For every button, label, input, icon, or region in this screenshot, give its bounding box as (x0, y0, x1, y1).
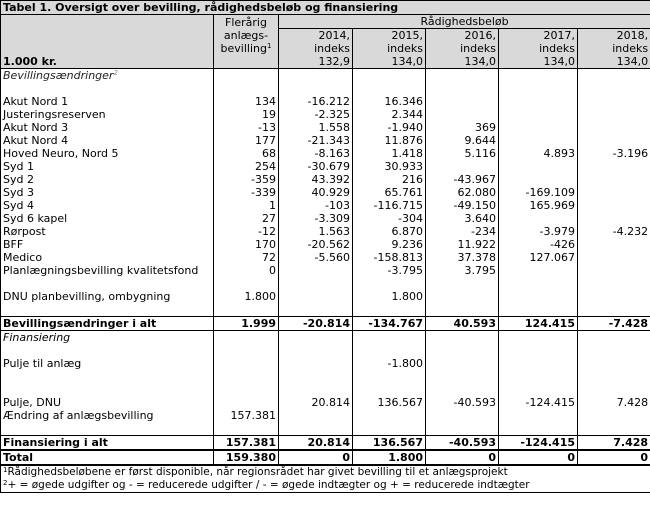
row-value: -40.593 (426, 436, 499, 451)
row-value (578, 344, 650, 357)
row-value: -1.940 (353, 121, 426, 134)
row-value (426, 277, 499, 290)
row-label: Syd 1 (3, 160, 34, 173)
row-value: 0 (279, 450, 353, 465)
row-value: -49.150 (426, 199, 499, 212)
row-value (578, 422, 650, 436)
row-value: -169.109 (499, 186, 578, 199)
table-row (1, 173, 650, 186)
row-label (1, 277, 214, 290)
year-2016-line-2: indeks (426, 42, 499, 55)
row-value: 0 (499, 450, 578, 465)
row-value: 157.381 (214, 436, 279, 451)
row-value: 20.814 (279, 396, 353, 409)
row-value (426, 422, 499, 436)
row-label: BFF (3, 238, 24, 251)
table-row (1, 383, 650, 396)
year-2018-line-1: 2018, (578, 29, 650, 43)
row-value (578, 409, 650, 422)
row-value (353, 82, 426, 95)
row-value (214, 370, 279, 383)
row-value: -103 (279, 199, 353, 212)
row-value (578, 173, 650, 186)
table-row (1, 422, 650, 436)
row-value (426, 160, 499, 173)
row-value: 65.761 (353, 186, 426, 199)
cell-empty (426, 69, 499, 83)
flerarig-empty (214, 55, 279, 69)
row-value (499, 212, 578, 225)
row-value (499, 357, 578, 370)
row-value (499, 409, 578, 422)
row-value (578, 277, 650, 290)
row-label: Syd 6 kapel (3, 212, 68, 225)
row-value: 136.567 (353, 396, 426, 409)
year-2014-line-2: indeks (279, 42, 353, 55)
row-value (578, 264, 650, 277)
row-value: -339 (214, 186, 279, 199)
row-label: Syd 3 (3, 186, 34, 199)
row-value: 40.929 (279, 186, 353, 199)
row-value (214, 277, 279, 290)
footnote-row (1, 479, 650, 493)
row-value (214, 344, 279, 357)
row-label (1, 370, 214, 383)
row-value: -3.196 (578, 147, 650, 160)
row-value (499, 160, 578, 173)
row-value: -4.232 (578, 225, 650, 238)
row-value (279, 409, 353, 422)
title-row (1, 1, 650, 15)
table-row (1, 82, 650, 95)
row-value: -8.163 (279, 147, 353, 160)
row-value (214, 82, 279, 95)
row-value: 7.428 (578, 436, 650, 451)
section1-heading (1, 69, 214, 83)
row-value: 134 (214, 95, 279, 108)
row-value: 27 (214, 212, 279, 225)
row-value: -20.814 (279, 317, 353, 331)
row-value: 11.876 (353, 134, 426, 147)
row-label: DNU planbevilling, ombygning (3, 290, 171, 303)
cell-empty (353, 331, 426, 345)
raadighed-header: Rådighedsbeløb (279, 15, 650, 29)
row-value: 1.999 (214, 317, 279, 331)
cell-empty (499, 331, 578, 345)
row-value: -234 (426, 225, 499, 238)
row-value: 19 (214, 108, 279, 121)
row-value (353, 422, 426, 436)
section2-heading: Finansiering (3, 331, 71, 344)
row-label: Hoved Neuro, Nord 5 (3, 147, 119, 160)
section1-label: Bevillingsændringer (3, 69, 114, 82)
row-label: Planlægningsbevilling kvalitetsfond (3, 264, 199, 277)
row-value: 4.893 (499, 147, 578, 160)
table-row (1, 277, 650, 290)
year-2014-line-3: 132,9 (279, 55, 353, 69)
row-value (353, 344, 426, 357)
year-2017-line-3: 134,0 (499, 55, 578, 69)
row-value (578, 212, 650, 225)
row-value (279, 422, 353, 436)
row-value: 9.644 (426, 134, 499, 147)
row-value (578, 251, 650, 264)
row-value (578, 134, 650, 147)
row-value: 170 (214, 238, 279, 251)
row-value (578, 186, 650, 199)
row-value: 369 (426, 121, 499, 134)
footnote-marker: 1 (3, 466, 8, 474)
row-value (499, 422, 578, 436)
year-2017-line-2: indeks (499, 42, 578, 55)
footnote (1, 479, 650, 493)
row-value: -30.679 (279, 160, 353, 173)
row-value: 2.344 (353, 108, 426, 121)
row-value: 3.795 (426, 264, 499, 277)
year-2018-line-3: 134,0 (578, 55, 650, 69)
row-value (214, 303, 279, 317)
flerarig-sup: 1 (266, 42, 272, 50)
header-row-1 (1, 15, 650, 29)
row-value (353, 277, 426, 290)
row-value (499, 303, 578, 317)
row-value (279, 264, 353, 277)
section1-total-row (1, 317, 650, 331)
grand-total-row (1, 450, 650, 465)
row-value (578, 290, 650, 303)
cell-empty (499, 69, 578, 83)
row-value: 1.800 (214, 290, 279, 303)
row-value (578, 303, 650, 317)
row-label: Justeringsreserven (3, 108, 106, 121)
row-value: 0 (578, 450, 650, 465)
row-value: 20.814 (279, 436, 353, 451)
flerarig-line-2: anlægs- (214, 29, 279, 43)
section1-sup: 2 (113, 69, 118, 77)
row-label: Pulje, DNU (3, 396, 62, 409)
table-row (1, 303, 650, 317)
row-value: -3.979 (499, 225, 578, 238)
row-value (426, 108, 499, 121)
row-value (578, 108, 650, 121)
row-value: 1.418 (353, 147, 426, 160)
row-value (426, 95, 499, 108)
cell-empty (578, 69, 650, 83)
row-value (214, 396, 279, 409)
row-value (279, 344, 353, 357)
table-row (1, 95, 650, 108)
row-value: -124.415 (499, 396, 578, 409)
row-value (578, 199, 650, 212)
row-label (1, 82, 214, 95)
row-value: 7.428 (578, 396, 650, 409)
table-row (1, 370, 650, 383)
row-value: 1.558 (279, 121, 353, 134)
cell-empty (279, 331, 353, 345)
row-value: 1.800 (353, 290, 426, 303)
cell-empty (578, 331, 650, 345)
row-value: 40.593 (426, 317, 499, 331)
row-value (426, 303, 499, 317)
year-2015-line-3: 134,0 (353, 55, 426, 69)
row-value: -124.415 (499, 436, 578, 451)
row-value: 16.346 (353, 95, 426, 108)
row-value (499, 108, 578, 121)
row-label: Rørpost (3, 225, 46, 238)
year-2017-line-1: 2017, (499, 29, 578, 43)
row-value (578, 238, 650, 251)
row-value: 9.236 (353, 238, 426, 251)
row-value: -40.593 (426, 396, 499, 409)
section2-total-row (1, 436, 650, 451)
row-value (499, 277, 578, 290)
cell-empty (214, 69, 279, 83)
row-value (499, 173, 578, 186)
row-value (578, 121, 650, 134)
row-value (578, 370, 650, 383)
row-value (578, 160, 650, 173)
row-value: -43.967 (426, 173, 499, 186)
row-label: Total (1, 450, 214, 465)
row-label: Syd 4 (3, 199, 34, 212)
row-value: -134.767 (353, 317, 426, 331)
row-label: Pulje til anlæg (3, 357, 82, 370)
row-value: 254 (214, 160, 279, 173)
year-2016-line-3: 134,0 (426, 55, 499, 69)
section1-heading-row (1, 69, 650, 83)
table-row (1, 396, 650, 409)
row-value: 177 (214, 134, 279, 147)
row-value (499, 82, 578, 95)
table-row (1, 212, 650, 225)
year-2014-line-1: 2014, (279, 29, 353, 43)
row-value: 1.800 (353, 450, 426, 465)
row-label: Akut Nord 4 (3, 134, 69, 147)
row-value: 68 (214, 147, 279, 160)
row-value (214, 422, 279, 436)
row-value: -426 (499, 238, 578, 251)
row-value: 62.080 (426, 186, 499, 199)
row-value (279, 383, 353, 396)
row-value: 11.922 (426, 238, 499, 251)
table-row (1, 290, 650, 303)
row-value (499, 370, 578, 383)
row-value: 30.933 (353, 160, 426, 173)
row-label: Syd 2 (3, 173, 34, 186)
row-value (499, 134, 578, 147)
table-row (1, 409, 650, 422)
row-value (214, 357, 279, 370)
row-value (426, 357, 499, 370)
row-label (1, 383, 214, 396)
year-2016-line-1: 2016, (426, 29, 499, 43)
flerarig-word: bevilling (220, 42, 267, 55)
cell-empty (279, 69, 353, 83)
row-value: 157.381 (214, 409, 279, 422)
row-value (499, 290, 578, 303)
cell-empty (214, 331, 279, 345)
row-value (426, 409, 499, 422)
table-row (1, 121, 650, 134)
row-value: 3.640 (426, 212, 499, 225)
footnote-marker: 2 (3, 479, 8, 487)
row-value: -304 (353, 212, 426, 225)
row-value: -7.428 (578, 317, 650, 331)
unit-label: 1.000 kr. (1, 15, 214, 69)
row-value: 124.415 (499, 317, 578, 331)
year-2018-line-2: indeks (578, 42, 650, 55)
row-value (578, 357, 650, 370)
row-value: -1.800 (353, 357, 426, 370)
table-row (1, 160, 650, 173)
table-row (1, 147, 650, 160)
table-row (1, 134, 650, 147)
row-label (1, 344, 214, 357)
row-value: 127.067 (499, 251, 578, 264)
row-value (214, 383, 279, 396)
row-label: Akut Nord 3 (3, 121, 69, 134)
row-value: 37.378 (426, 251, 499, 264)
row-value: 136.567 (353, 436, 426, 451)
row-value (499, 383, 578, 396)
row-value (353, 383, 426, 396)
row-value (426, 344, 499, 357)
row-value (279, 370, 353, 383)
row-value (353, 370, 426, 383)
row-value (426, 383, 499, 396)
row-label: Akut Nord 1 (3, 95, 69, 108)
table-row (1, 108, 650, 121)
row-value: -20.562 (279, 238, 353, 251)
row-value: 216 (353, 173, 426, 186)
row-value: -16.212 (279, 95, 353, 108)
row-value (279, 303, 353, 317)
row-value (578, 95, 650, 108)
table-row (1, 199, 650, 212)
row-value (353, 303, 426, 317)
row-label (1, 422, 214, 436)
row-value (499, 121, 578, 134)
row-value: 165.969 (499, 199, 578, 212)
row-value: 5.116 (426, 147, 499, 160)
row-value: 0 (426, 450, 499, 465)
footnote-text: + = øgede udgifter og - = reducerede udgifter / - = øgede indtægter og + = reducerede indtægter (7, 479, 530, 491)
row-value: -3.309 (279, 212, 353, 225)
row-value: 72 (214, 251, 279, 264)
row-value (499, 95, 578, 108)
table-row (1, 251, 650, 264)
table-row (1, 238, 650, 251)
row-value: 1.563 (279, 225, 353, 238)
row-label: Finansiering i alt (1, 436, 214, 451)
row-value (279, 290, 353, 303)
year-2015-line-2: indeks (353, 42, 426, 55)
row-value (279, 82, 353, 95)
row-value (279, 357, 353, 370)
row-value (426, 82, 499, 95)
section2-heading-row (1, 331, 650, 345)
table-row (1, 225, 650, 238)
row-value (353, 409, 426, 422)
row-value (578, 82, 650, 95)
row-value (578, 383, 650, 396)
row-value: -116.715 (353, 199, 426, 212)
row-label: Ændring af anlægsbevilling (3, 409, 154, 422)
cell-empty (426, 331, 499, 345)
row-value: 6.870 (353, 225, 426, 238)
row-value: -158.813 (353, 251, 426, 264)
flerarig-line-1: Flerårig (214, 15, 279, 29)
row-value (426, 370, 499, 383)
row-value (426, 290, 499, 303)
table-row (1, 186, 650, 199)
flerarig-line-3 (214, 42, 279, 55)
row-value: -12 (214, 225, 279, 238)
table-row (1, 264, 650, 277)
row-label (1, 303, 214, 317)
row-label: Medico (3, 251, 43, 264)
row-value: -13 (214, 121, 279, 134)
row-value: -5.560 (279, 251, 353, 264)
row-value: -3.795 (353, 264, 426, 277)
row-value: 43.392 (279, 173, 353, 186)
row-value: 1 (214, 199, 279, 212)
row-value: -21.343 (279, 134, 353, 147)
row-value (279, 277, 353, 290)
footnote-row (1, 465, 650, 479)
table-title: Tabel 1. Oversigt over bevilling, rådighedsbeløb og finansiering (1, 1, 650, 15)
footnote (1, 465, 650, 479)
cell-empty (353, 69, 426, 83)
table-row (1, 344, 650, 357)
row-value: 0 (214, 264, 279, 277)
row-value: 159.380 (214, 450, 279, 465)
footnote-text: Rådighedsbeløbene er først disponible, når regionsrådet har givet bevilling til et anlægsprojekt (7, 466, 508, 478)
row-value: -2.325 (279, 108, 353, 121)
table-row (1, 357, 650, 370)
row-value: -359 (214, 173, 279, 186)
row-value (499, 264, 578, 277)
row-label: Bevillingsændringer i alt (1, 317, 214, 331)
year-2015-line-1: 2015, (353, 29, 426, 43)
row-value (499, 344, 578, 357)
